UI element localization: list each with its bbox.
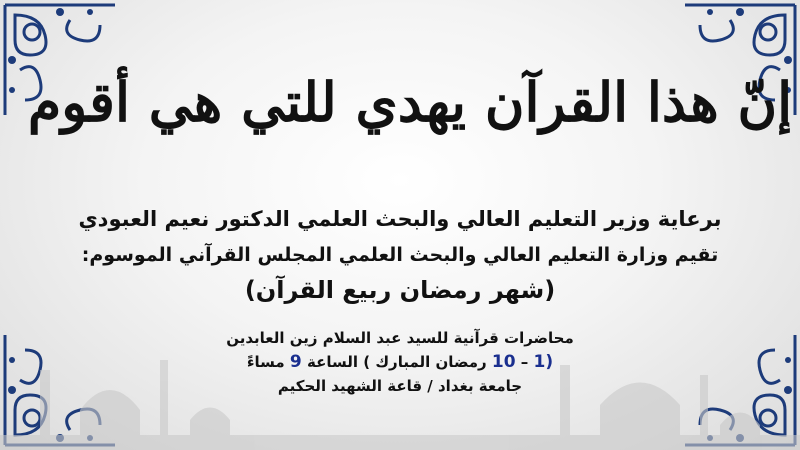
announcement-body <box>40 200 760 398</box>
date-time-line <box>40 350 760 374</box>
organizer-line: تقيم وزارة التعليم العالي والبحث العلمي المجلس القرآني الموسوم: <box>81 244 719 266</box>
evening-label: مساءً <box>246 353 285 371</box>
event-hour: 9 <box>289 352 302 372</box>
date-rest: رمضان المبارك ) الساعة <box>307 353 487 371</box>
venue-line: جامعة بغداد / قاعة الشهيد الحكيم <box>277 377 523 395</box>
calligraphy-text: إنّ هذا القرآن يهدي للتي هي أقوم <box>27 70 793 134</box>
date-open: (1 <box>533 352 554 372</box>
event-title: (شهر رمضان ربيع القرآن) <box>244 276 556 304</box>
date-day-end: 10 <box>491 352 516 372</box>
date-dash: – <box>520 353 529 371</box>
lecturer-line: محاضرات قرآنية للسيد عبد السلام زين العابدين <box>226 329 574 347</box>
calligraphy-heading <box>27 22 793 182</box>
event-details <box>40 326 760 398</box>
patronage-line: برعاية وزير التعليم العالي والبحث العلمي الدكتور نعيم العبودي <box>78 207 722 231</box>
